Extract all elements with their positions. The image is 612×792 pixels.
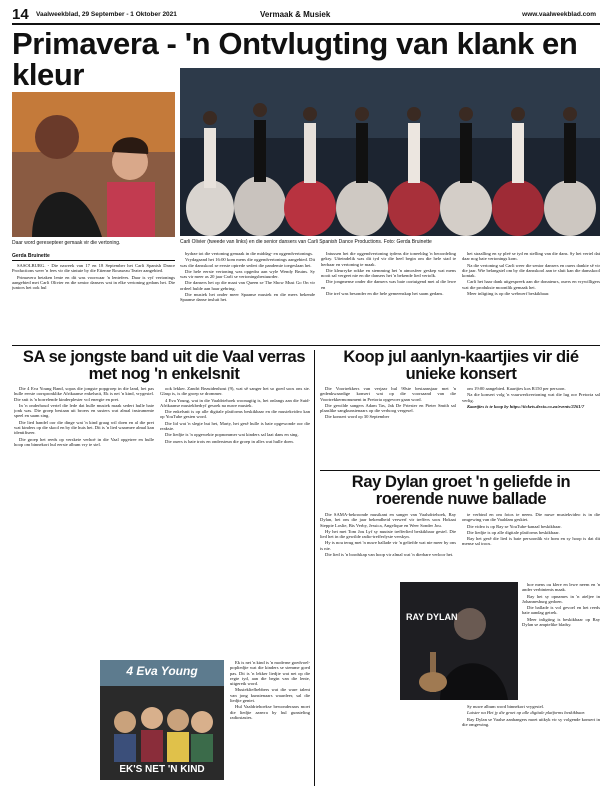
paragraph: Die dansers het op die maat van Queen se The Show Must Go On vir ordeel hulde aan haar gebring. [180, 280, 315, 291]
article1-headline: Primavera - 'n Ontvlugting van klank en kleur [12, 26, 578, 92]
paragraph: Na die konsert volg 'n vuurwerkvertoning wat die lug oor Pretoria sal verlig. [462, 392, 600, 403]
paragraph: bydrae tot die vertoning gemaak in die middag- en oggendvertonings. [185, 251, 314, 256]
paragraph: Die konsert word op 30 September [325, 414, 390, 420]
paragraph: Ek is net 'n kind is 'n moderne goedvoel-popliedjie wat die kinders se stemme goed pas. Dit is 'n lekker liedjie wat net op die regte tyd, aan die begin van die lente, uitgereik word. [230, 660, 310, 687]
article4-column-3 [522, 582, 600, 700]
article2-column-2 [160, 386, 310, 654]
4eva-young-album-cover [100, 660, 224, 780]
paragraph: hoe mens ou klere en lewe neem en 'n ander verbintenis maak. [522, 582, 600, 593]
paragraph: Intussen het die oggendvertoning tydens die toneeldag 'n beoordeling gekry. Uiteindelik was dit tyd vir die heel begin om die hele stad te herbaar en vertoning te maak. [321, 251, 456, 267]
publication-date: Vaalweekblad, 29 September - 1 Oktober 2021 [36, 11, 177, 18]
paragraph: Kaartjies is te koop by https://tickets.dexio.co.za/events/2261/7 [467, 403, 585, 409]
page-header [12, 6, 600, 24]
paragraph: Vrydagaand het 16:00 kom mens die oggendvertonings aangebied. Dit was die dansskool se eerste optrede sedert die pandemie toegeslaan het. [180, 257, 315, 268]
paragraph: 4 Eva Young, wat in die Vaaldriehoek woonagtig is, het onlangs aan die Suid-Afrikaanse musiekbedryf gesoek na nuwe musiek. [160, 397, 310, 408]
article1-column-3 [321, 251, 456, 343]
article3-column-2 [462, 386, 600, 466]
article3-headline: Koop jul aanlyn-kaartjies vir dié unieke konsert [343, 348, 579, 383]
paragraph: Die lid wat 'n slegte bui het, Marty, het gesê hulle is baie opgewonde oor die reaksie. [160, 420, 310, 432]
paragraph: Die ouers is baie trots en ondersteun die groep in alles wat hulle doen. [165, 438, 294, 444]
paragraph: Hy het met Tom Jou Lyf sy nuutste trefferlied beskikbaar gestel. Die lied het in die gewilde radio-trefferlyste verskyn. [320, 528, 456, 540]
paragraph: Die lied handel oor die dinge wat 'n kind graag wil doen en al die pret wat kinders op die skool en by die huis het. Dit is 'n lied waarmee almal kan identifiseer. [14, 419, 154, 436]
article-divider [320, 470, 600, 471]
paragraph: Die ballade is vol gevoel en het reeds baie aandag getrek. [522, 605, 600, 616]
paragraph: Meer inligting is beskikbaar op Ray Dylan se amptelike bladsy. [522, 616, 600, 628]
paragraph: In 'n onderhoud vertel die lede dat hulle musiek maak sedert hulle baie jonk was. Die groep bestaan uit broers en susters wat almal instrumente speel en saam sing. [14, 402, 154, 419]
paragraph: Na die vertoning sal Carli weer die senior dansers en ouers dankie sê vir die jaar. Wie belangstel om by die dansskool aan te sluit kan die dansskool kontak. [462, 262, 600, 279]
album-title: 4 Eva Young [126, 664, 198, 678]
album-subtitle: EK'S NET 'N KIND [119, 764, 205, 775]
paragraph: Die liedjie is op alle digitale platforms beskikbaar. [467, 529, 560, 535]
paragraph: Die SAMA-bekroonde musikant en sanger van Vaalsdriehoek, Ray Dylan, het ons die jaar bekendheid verwerf vir treffers soos Hokaai Steppie Loslie, Bis Verby, Jessica, Angelique en Weer Sonder Jou. [320, 512, 456, 528]
paragraph: Die groep het reeds op verskeie verhoë in die Vaal opgetree en hulle hoop om binnekort hul eerste album vry te stel. [14, 436, 154, 447]
section-name: Vermaak & Musiek [260, 10, 331, 19]
article1-column-4 [462, 251, 600, 343]
paragraph: SASOLBURG. - Die naweek van 17 en 18 September het Carli Spanish Dance Productions weer 'n fees vir die sintuie by die Etienne Rousseau Teater aangebied. [12, 263, 175, 274]
article1-column-2 [180, 251, 315, 343]
paragraph: ook lekker. Zandri Bezuidenhout (9), wat sê sanger het so goed soos ons sie. Glasp is, is die groep se drommer. [160, 386, 310, 397]
paragraph: Hul Vaaldriehoekse bewonderaars moet die liedjie aanvra by hul gunsteling radiostasies. [230, 704, 310, 720]
paragraph: Primavera betaken lente en dit was voorwaar 'n lentefees. Daar is vyf vertonings aangebied met Carli Olivier en die senior dansers wat in elke vertoning gedans het. Die juniors het ook hul [12, 274, 175, 291]
section-divider [12, 345, 600, 346]
paragraph: Die hele eerste vertoning was opgedra aan wyle Wendy Bruins. Sy was vir meer as 20 jaar Carli se vertoningsbestuurder. [180, 268, 315, 280]
paragraph: Musiekliefhebbers wat die ware talent van jong kunstenaars waardeer, sal die liedjie geniet. [230, 687, 310, 704]
article1-byline: Gerda Bruinette [12, 253, 50, 259]
side-photo-caption: Daar word geresepteer gemaak vir die vertoning. [12, 240, 121, 246]
paragraph: te verbind en om fotos te neem. Die nuwe musiekvideo is in die omgewing van die Vaaldam geskiet. [462, 512, 600, 523]
byline-rule [12, 260, 175, 261]
album-artist-label: RAY DYLAN [406, 612, 458, 622]
paragraph: Die video is op Ray se YouTube-kanaal beskikbaar. [467, 523, 562, 529]
article2-column-3 [230, 660, 310, 785]
paragraph: Die lied is 'n boodskap van hoop vir almal wat 'n dierbare verloor het. [325, 552, 454, 558]
article4-headline: Ray Dylan groet 'n geliefde in roerende nuwe ballade [351, 473, 571, 508]
article1-column-1 [12, 263, 175, 343]
main-photo-caption: Carli Olivier (tweede van links) en die senior dansers van Carli Spanish Dance Productions. Foto: Gerda Bruinette [180, 239, 432, 245]
paragraph: het straalling en sy pleë se tyd en stelling van die dans. Sy het vertel dat daar nog baie vertonings kom. [462, 251, 600, 262]
paragraph: Die jongmense onder die dansers was baie oortuigend met al die lewe en [321, 279, 456, 290]
paragraph: om 19:00 aangebied. Kaartjies kos R150 per persoon. [467, 386, 566, 391]
page-number: 14 [12, 6, 29, 23]
website: www.vaalweekblad.com [522, 11, 596, 18]
paragraph: Carli het haar dank uitgespreek aan die donateurs, ouers en vrywilligers wat die produksie moontlik gemaak het. [462, 279, 600, 290]
paragraph: Die 4 Eva Young Band, sopas die jongste popgroep in die land, het pas hulle eerste oorspronklike Afrikaanse enkelsnit, Ek is net 'n kind, vrygestel. Die snit is 'n borrelende kinderplesier vol energie en pret. [14, 386, 154, 402]
paragraph: Die tref was besonder en die hele gemeenskap het saam gedans. [326, 291, 444, 297]
dancers-photo [180, 68, 600, 236]
article4-column-4 [462, 704, 600, 784]
paragraph: Die Voortrekkers van verjaar hul 90ste bestaansjaar met 'n gedenkwaardige konsert wat op die voorsaand van die Voortrekkermonument in Pretoria opgevoer gaan word. [320, 386, 456, 402]
makeup-photo [12, 92, 175, 237]
paragraph: Ray het gesê die lied is baie persoonlik vir hom en sy hoop is dat dit mense sal troos. [462, 536, 600, 547]
article4-column-2 [462, 512, 600, 572]
ray-dylan-album-cover [400, 582, 518, 700]
article3-column-1 [320, 386, 456, 466]
paragraph: Die enkelsnit is op alle digitale platforms beskikbaar en die musiekvideo kan op YouTube gesien word. [160, 409, 310, 420]
paragraph: Meer inligting is op die webwerf beskikbaar. [467, 291, 550, 297]
paragraph: Die gewilde sangers Adam Tas, Jak De Priester en Pieter Smith sal plaaslike sangkunstenaars op die verhoog vergesel. [320, 402, 456, 414]
paragraph: Die kleurryke rokke en stemming het 'n atmosfeer geskep wat mens nooit sal vergeet nie en die dansers het 'n bekende lied vertolk. [321, 267, 456, 279]
paragraph: Die liedjie is 'n opgewekte popnommer wat kinders sal laat dans en sing. [165, 432, 299, 438]
paragraph: Luister na Het jy die groet op alle digitale platforms beskikbaar. [467, 710, 586, 716]
paragraph: Ray het sy opnames in 'n ateljee in Johannesburg gedoen. [522, 593, 600, 604]
paragraph: Sy nuwe album word binnekort vrygestel. [467, 704, 545, 709]
paragraph: Ray Dylan se Vaalse aanhangers moet uitkyk vir sy volgende konsert in die omgewing. [462, 716, 600, 727]
paragraph: Die musiek het onder meer Spaanse musiek en die mees bekende Spaanse danse insluit het. [180, 292, 315, 303]
paragraph: Hy is nou terug met 'n nuwe ballade vir 'n geliefde wat nie meer by ons is nie. [320, 540, 456, 551]
column-divider [314, 350, 315, 786]
article2-headline: SA se jongste band uit die Vaal verras met nog 'n enkelsnit [22, 348, 306, 383]
header-rule [12, 23, 600, 25]
